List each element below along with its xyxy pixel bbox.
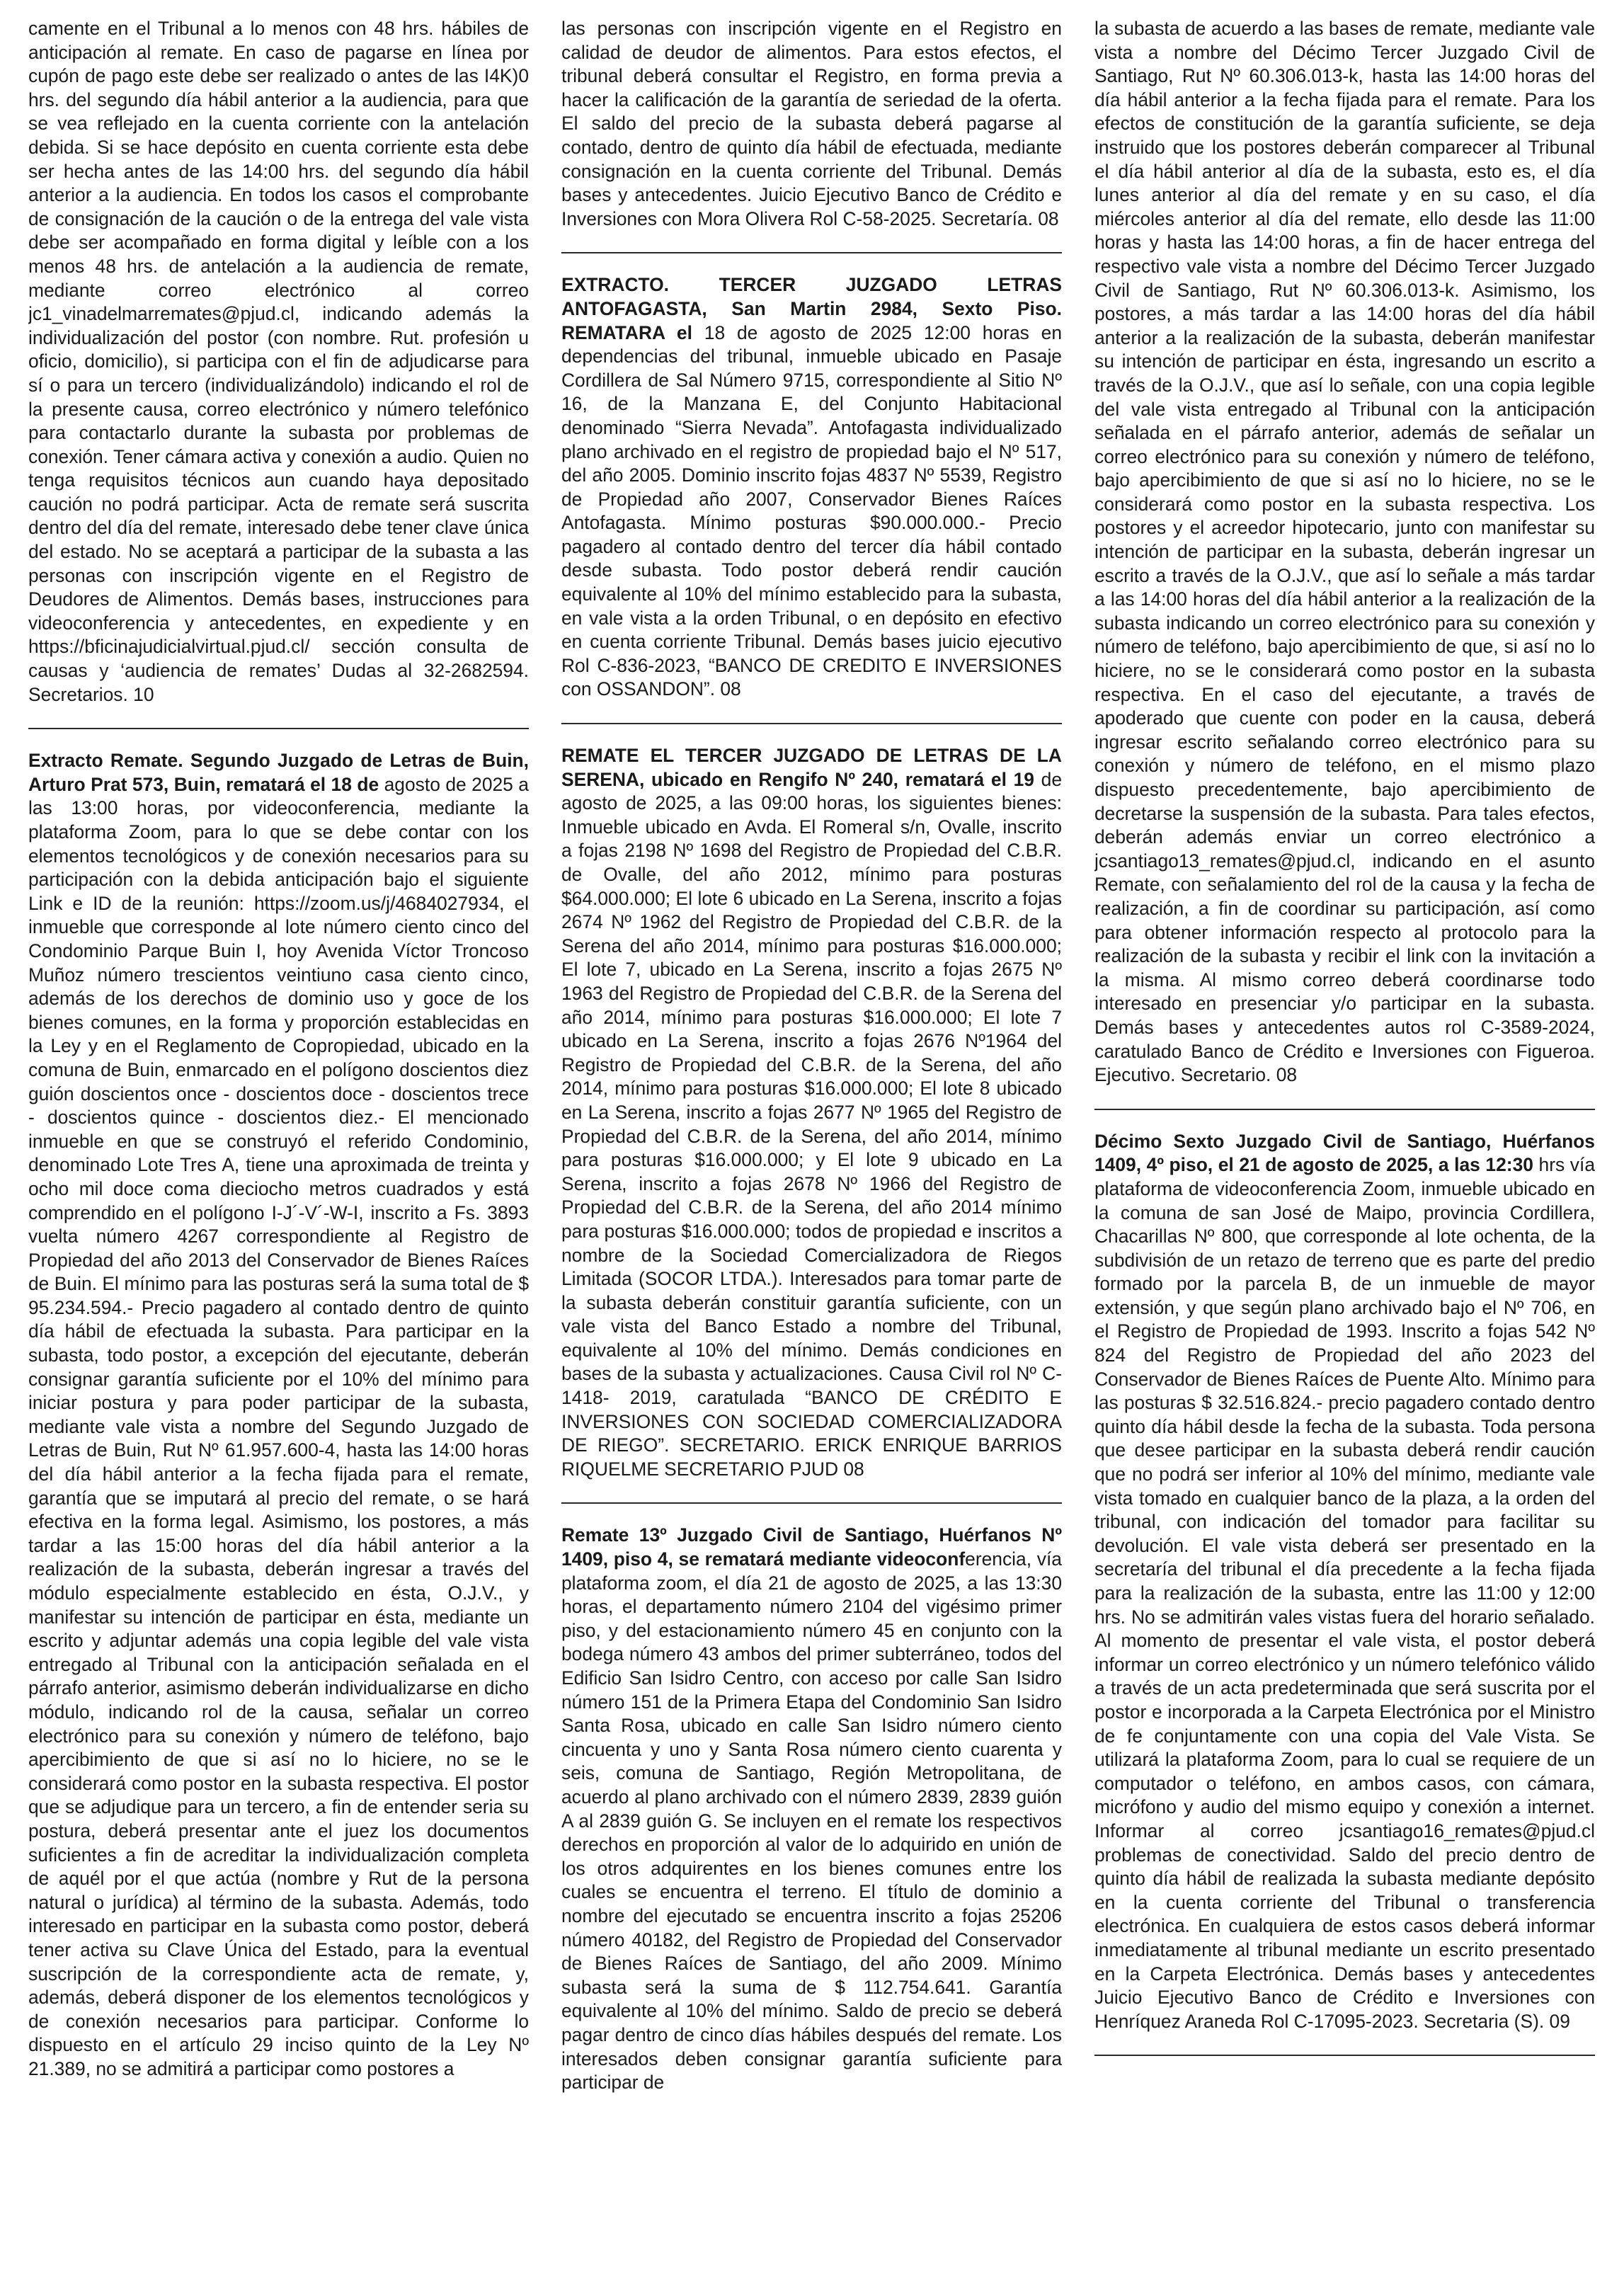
notice-divider [561, 723, 1062, 724]
notice-continuation [561, 13, 1062, 238]
notice-buin [28, 745, 529, 2088]
classified-page [28, 13, 1596, 2282]
column-2 [561, 13, 1062, 2282]
notice-divider [1094, 1109, 1595, 1110]
notice-body: erencia, vía plataforma zoom, el día 21 de agosto de 2025, a las 13:30 horas, el departamento número 2104 del vigésimo primer piso, y del estacionamiento número 45 en conjunto con la bodega número 43 ambos del primer subterráneo, todos del Edificio San Isidro Centro, con acceso por calle San Isidro número 151 de la Primera Etapa del Condominio San Isidro Santa Rosa, ubicado en calle San Isidro número ciento cincuenta y uno y Santa Rosa número ciento cuarenta y seis, comuna de Santiago, Región Metropolitana, de acuerdo al plano archivado con el número 2839, 2839 guión A al 2839 guión G. Se incluyen en el remate los respectivos derechos en proporción al valor de lo adquirido en unión de los otros adquirentes en los bienes comunes entre los cuales se encuentra el terreno. El título de dominio a nombre del ejecutado se encuentra inscrito a fojas 25206 número 40182, del Registro de Propiedad del Conservador de Bienes Raíces de Santiago, del año 2009. Mínimo subasta será la suma de $ 112.754.641. Garantía equivalente al 10% del mínimo. Saldo de precio se deberá pagar dentro de cinco días hábiles después del remate. Los interesados deben consignar garantía suficiente para participar de [561, 1548, 1062, 2094]
notice-body: la subasta de acuerdo a las bases de remate, mediante vale vista a nombre del Décimo Tercer Juzgado Civil de Santiago, Rut Nº 60.306.013-k, hasta las 14:00 horas del día hábil anterior a la fecha fijada para el remate. Para los efectos de constitución de la garantía suficiente, se deja instruido que los postores deberán comparecer al Tribunal el día hábil anterior al día de la subasta, esto es, el día lunes anterior al día del remate y en su caso, el día miércoles anterior al día del remate, ello desde las 11:00 horas y hasta las 14:00 horas, a fin de hacer entrega del respectivo vale vista a nombre del Décimo Tercer Juzgado Civil de Santiago, Rut Nº 60.306.013-k. Asimismo, los postores, a más tardar a las 14:00 horas del día hábil anterior a la realización de la subasta, deberán manifestar su intención de participar en ésta, ingresando un escrito a través de la O.J.V., que así lo señale, con una copia legible del vale vista entregado al Tribunal con la anticipación señalada en el párrafo anterior, además de señalar un correo electrónico para su conexión y número de teléfono, bajo apercibimiento de que si así no lo hiciere, no se le considerará como postor en la subasta respectiva. Los postores y el acreedor hipotecario, junto con manifestar su intención de participar en la subasta, deberán ingresar un escrito a través de la O.J.V., que así lo señale a más tardar a las 14:00 horas del día hábil anterior a la realización de la subasta indicando un correo electrónico para su conexión y número de teléfono, bajo apercibimiento de que, si así no lo hiciere, no se le considerará como postor en la subasta respectiva. En el caso del ejecutante, a través de apoderado que cuente con poder en la causa, deberá ingresar escrito señalando correo electrónico para su conexión y número de teléfono, en el mismo plazo dispuesto precedentemente, bajo apercibimiento de decretarse la suspensión de la subasta. Para tales efectos, deberán además enviar un correo electrónico a jcsantiago13_remates@pjud.cl, indicando en el asunto Remate, con señalamiento del rol de la causa y la fecha de realización, a fin de coordinar su participación, así como para obtener información respecto al protocolo para la realización de la subasta y recibir el link con la invitación a la misma. Al mismo correo deberá coordinarse todo interesado en presenciar y/o participar en la subasta. Demás bases y antecedentes autos rol C-3589-2024, caratulado Banco de Crédito e Inversiones con Figueroa. Ejecutivo. Secretario. 08 [1094, 18, 1595, 1086]
notice-continuation [28, 13, 529, 714]
notice-body: las personas con inscripción vigente en el Registro en calidad de deudor de alimentos. Para estos efectos, el tribunal deberá consultar el Registro, en forma previa a hacer la calificación de la garantía de seriedad de la oferta. El saldo del precio de la subasta deberá pagarse al contado, dentro de quinto día hábil de efectuada, mediante consignación en la cuenta corriente del Tribunal. Demás bases y antecedentes. Juicio Ejecutivo Banco de Crédito e Inversiones con Mora Olivera Rol C-58-2025. Secretaría. 08 [561, 18, 1062, 229]
notice-santiago-16 [1094, 1126, 1595, 2041]
column-1 [28, 13, 529, 2282]
notice-divider [1094, 2055, 1595, 2056]
notice-heading: EXTRACTO. TERCER JUZGADO LETRAS ANTOFAGASTA, San Martin 2984, Sexto Piso. REMATARA el [561, 274, 1062, 343]
notice-divider [28, 728, 529, 729]
notice-heading: REMATE EL TERCER JUZGADO DE LETRAS DE LA SERENA, ubicado en Rengifo Nº 240, rematará el 19 [561, 745, 1062, 790]
notice-heading: Extracto Remate. Segundo Juzgado de Letras de Buin, Arturo Prat 573, Buin, rematará el 18 de [28, 750, 529, 795]
notice-body: 18 de agosto de 2025 12:00 horas en dependencias del tribunal, inmueble ubicado en Pasaje Cordillera de Sal Número 9715, correspondiente al Sitio Nº 16, de la Manzana E, del Conjunto Habitacional denominado “Sierra Nevada”. Antofagasta individualizado plano archivado en el registro de propiedad bajo el Nº 517, del año 2005. Dominio inscrito fojas 4837 Nº 5539, Registro de Propiedad año 2007, Conservador Bienes Raíces Antofagasta. Mínimo posturas $90.000.000.- Precio pagadero al contado dentro del tercer día hábil contado desde subasta. Todo postor deberá rendir caución equivalente al 10% del mínimo establecido para la subasta, en vale vista a la orden Tribunal, o en depósito en efectivo en cuenta corriente Tribunal. Demás bases juicio ejecutivo Rol C-836-2023, “BANCO DE CREDITO E INVERSIONES con OSSANDON”. 08 [561, 321, 1062, 700]
notice-continuation [1094, 13, 1595, 1095]
notice-heading: Décimo Sexto Juzgado Civil de Santiago, Huérfanos 1409, 4º piso, el 21 de agosto de 2025, a las 12:30 [1094, 1130, 1595, 1176]
notice-divider [561, 1502, 1062, 1504]
notice-heading: Remate 13º Juzgado Civil de Santiago, Huérfanos Nº 1409, piso 4, se rematará mediante videoconf [561, 1524, 1062, 1570]
notice-divider [561, 252, 1062, 253]
notice-santiago-13 [561, 1519, 1062, 2101]
notice-antofagasta [561, 269, 1062, 709]
notice-body: de agosto de 2025, a las 09:00 horas, los siguientes bienes: Inmueble ubicado en Avda. El Romeral s/n, Ovalle, inscrito a fojas 2198 Nº 1698 del Registro de Propiedad del C.B.R. de Ovalle, del año 2012, mínimo para posturas $64.000.000; El lote 6 ubicado en La Serena, inscrito a fojas 2674 Nº 1962 del Registro de Propiedad del C.B.R. de la Serena del año 2014, mínimo para posturas $16.000.000; El lote 7, ubicado en La Serena, inscrito a fojas 2675 Nº 1963 del Registro de Propiedad del C.B.R. de la Serena del año 2014, mínimo para posturas $16.000.000; El lote 7 ubicado en La Serena, inscrito a fojas 2676 Nº1964 del Registro de Propiedad del C.B.R. de la Serena, del año 2014, mínimo para posturas $16.000.000; El lote 8 ubicado en La Serena, inscrito a fojas 2677 Nº 1965 del Registro de Propiedad del C.B.R. de la Serena, del año 2014, mínimo para posturas $16.000.000; y El lote 9 ubicado en La Serena, inscrito a fojas 2678 Nº 1966 del Registro de Propiedad del C.B.R. de la Serena, del año 2014 mínimo para posturas $16.000.000; todos de propiedad e inscritos a nombre de la Sociedad Comercializadora de Riegos Limitada (SOCOR LTDA.). Interesados para tomar parte de la subasta deberán constituir garantía suficiente, con un vale vista del Banco Estado a nombre del Tribunal, equivalente al 10% del mínimo. Demás condiciones en bases de la subasta y actualizaciones. Causa Civil rol Nº C-1418- 2019, caratulada “BANCO DE CRÉDITO E INVERSIONES CON SOCIEDAD COMERCIALIZADORA DE RIEGO”. SECRETARIO. ERICK ENRIQUE BARRIOS RIQUELME SECRETARIO PJUD 08 [561, 768, 1062, 1480]
notice-body: agosto de 2025 a las 13:00 horas, por videoconferencia, mediante la plataforma Zoom, para lo que se debe contar con los elementos tecnológicos y de conexión necesarios para su participación con la debida anticipación bajo el siguiente Link e ID de la reunión: https://zoom.us/j/4684027934, el inmueble que corresponde al lote número ciento cinco del Condominio Parque Buin I, hoy Avenida Víctor Troncoso Muñoz número trescientos veintiuno casa ciento cinco, además de los derechos de dominio uso y goce de los bienes comunes, en la forma y proporción establecidas en la Ley y en el Reglamento de Copropiedad, ubicado en la comuna de Buin, enmarcado en el polígono doscientos diez guión doscientos once - doscientos doce - doscientos trece - doscientos quince - doscientos diez.- El mencionado inmueble en que se construyó el referido Condominio, denominado Lote Tres A, tiene una aproximada de treinta y ocho mil doce coma dieciocho metros cuadrados y está comprendido en el polígono I-J´-V´-W-I, inscrito a Fs. 3893 vuelta número 4267 correspondiente al Registro de Propiedad del año 2013 del Conservador de Bienes Raíces de Buin. El mínimo para las posturas será la suma total de $ 95.234.594.- Precio pagadero al contado dentro de quinto día hábil de efectuada la subasta. Para participar en la subasta, todo postor, a excepción del ejecutante, deberán consignar garantía suficiente por el 10% del mínimo para iniciar postura y para poder participar de la subasta, mediante vale vista a nombre del Segundo Juzgado de Letras de Buin, Rut Nº 61.957.600-4, hasta las 14:00 horas del día hábil anterior a la fecha fijada para el remate, garantía que se imputará al precio del remate, o se hará efectiva en la forma legal. Asimismo, los postores, a más tardar a las 15:00 horas del día hábil anterior a la realización de la subasta, deberán ingresar a través del módulo especialmente establecido en ésta, O.J.V., y manifestar su intención de participar en ésta, mediante un escrito y adjuntar además una copia legible del vale vista entregado al Tribunal con la anticipación señalada en el párrafo anterior, asimismo deberán individualizarse en dicho módulo, indicando rol de la causa, señalar un correo electrónico para su conexión y número de teléfono, bajo apercibimiento de que si así no lo hiciere, no se le considerará como postor en la subasta respectiva. El postor que se adjudique para un tercero, a fin de entender seria su postura, deberá presentar ante el juez los documentos suficientes a fin de acreditar la individualización completa de aquél por el que actúa (nombre y Rut de la persona natural o jurídica) al término de la subasta. Además, todo interesado en participar en la subasta como postor, deberá tener activa su Clave Única del Estado, para la eventual suscripción de la correspondiente acta de remate, y, además, deberá disponer de los elementos tecnológicos y de conexión necesarios para participar. Conforme lo dispuesto en el artículo 29 inciso quinto de la Ley Nº 21.389, no se admitirá a participar como postores a [28, 773, 529, 2079]
notice-body: hrs vía plataforma de videoconferencia Zoom, inmueble ubicado en la comuna de san José de Maipo, provincia Cordillera, Chacarillas Nº 800, que corresponde al lote ochenta, de la subdivisión de un retazo de terreno que es parte del predio formado por la parcela B, de un inmueble de mayor extensión, y que según plano archivado bajo el Nº 706, en el Registro de Propiedad de 1993. Inscrito a fojas 542 Nº 824 del Registro de Propiedad del año 2023 del Conservador de Bienes Raíces de Puente Alto. Mínimo para las posturas $ 32.516.824.- precio pagadero contado dentro quinto día hábil desde la fecha de la subasta. Toda persona que desee participar en la subasta deberá rendir caución que no podrá ser inferior al 10% del mínimo, mediante vale vista tomado en cualquier banco de la plaza, a la orden del tribunal, con indicación del tomador para facilitar su devolución. El vale vista deberá ser presentado en la secretaría del tribunal el día precedente a la fecha fijada para la realización de la subasta, entre las 11:00 y 12:00 hrs. No se admitirán vales vistas fuera del horario señalado. Al momento de presentar el vale vista, el postor deberá informar un correo electrónico y un número telefónico válido a través de un acta predeterminada que será suscrita por el postor e incorporada a la Carpeta Electrónica por el Ministro de fe conjuntamente con una copia del Vale Vista. Se utilizará la plataforma Zoom, para lo cual se requiere de un computador o teléfono, en ambos casos, con cámara, micrófono y audio del mismo equipo y conexión a internet. Informar al correo jcsantiago16_remates@pjud.cl problemas de conectividad. Saldo del precio dentro de quinto día hábil de realizada la subasta mediante depósito en la cuenta corriente del Tribunal o transferencia electrónica. En cualquiera de estos casos deberá informar inmediatamente al tribunal mediante un escrito presentado en la Carpeta Electrónica. Demás bases y antecedentes Juicio Ejecutivo Banco de Crédito e Inversiones con Henríquez Araneda Rol C-17095-2023. Secretaria (S). 09 [1094, 1154, 1595, 2032]
notice-la-serena [561, 740, 1062, 1488]
notice-body: camente en el Tribunal a lo menos con 48 hrs. hábiles de anticipación al remate. En caso de pagarse en línea por cupón de pago este debe ser realizado o antes de las I4K)0 hrs. del segundo día hábil anterior a la audiencia, para que se vea reflejado en la cuenta corriente con la antelación debida. Si se hace depósito en cuenta corriente esta debe ser hecha antes de las 14:00 hrs. del segundo día hábil anterior a la audiencia. En todos los casos el comprobante de consignación de la caución o de la entrega del vale vista debe ser acompañado en forma digital y leíble con a los menos 48 hrs. de antelación a la audiencia de remate, mediante correo electrónico al correo jc1_vinadelmarremates@pjud.cl, indicando además la individualización del postor (con nombre. Rut. profesión u oficio, domicilio), si participa con el fin de adjudicarse para sí o para un tercero (individualizándolo) indicando el rol de la presente causa, correo electrónico y número telefónico para contactarlo durante la subasta por problemas de conexión. Tener cámara activa y conexión a audio. Quien no tenga requisitos técnicos aun cuando haya depositado caución no podrá participar. Acta de remate será suscrita dentro del día del remate, interesado debe tener clave única del estado. No se aceptará a participar de la subasta a las personas con inscripción vigente en el Registro de Deudores de Alimentos. Demás bases, instrucciones para videoconferencia y antecedentes, en expediente y en https://bficinajudicialvirtual.pjud.cl/ sección consulta de causas y ‘audiencia de remates’ Dudas al 32-2682594. Secretarios. 10 [28, 18, 529, 705]
column-3 [1094, 13, 1595, 2282]
